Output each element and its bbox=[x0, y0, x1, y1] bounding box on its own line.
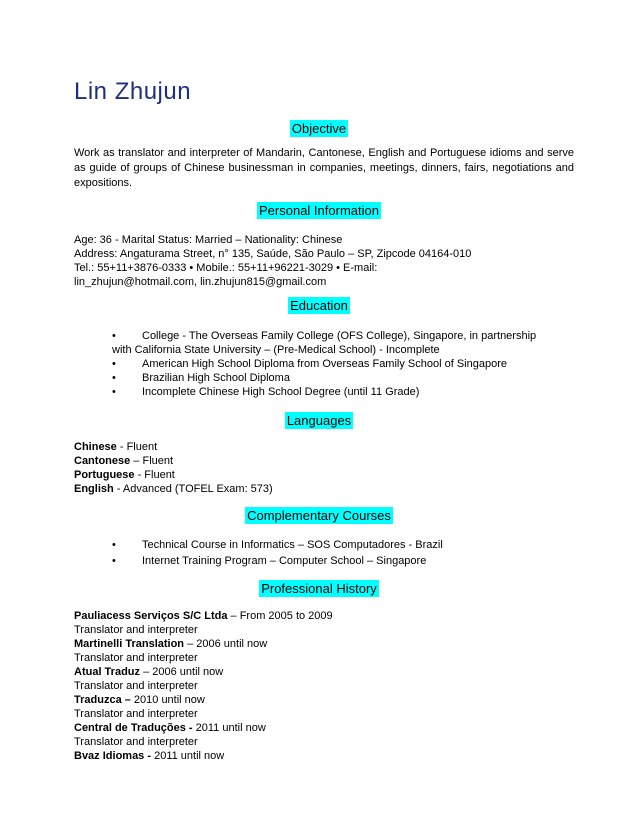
education-item: • American High School Diploma from Overseas Family School of Singapore bbox=[112, 358, 507, 370]
education-item: • College - The Overseas Family College (OFS College), Singapore, in partnership bbox=[112, 330, 537, 342]
bullet-icon: • bbox=[112, 386, 116, 398]
job-role: Translator and interpreter bbox=[74, 708, 198, 720]
education-item: • Brazilian High School Diploma bbox=[112, 372, 290, 384]
job-role: Translator and interpreter bbox=[74, 736, 198, 748]
education-item: • Incomplete Chinese High School Degree (until 11 Grade) bbox=[112, 386, 420, 398]
languages-heading: Languages bbox=[286, 413, 352, 428]
personal-line-3: Tel.: 55+11+3876-0333 • Mobile.: 55+11+96221-3029 • E-mail: bbox=[74, 262, 378, 274]
course-item: • Internet Training Program – Computer School – Singapore bbox=[112, 555, 427, 567]
history-heading: Professional History bbox=[261, 581, 377, 596]
job-title-line: Atual Traduz – 2006 until now bbox=[74, 666, 224, 678]
bullet-icon: • bbox=[112, 555, 116, 567]
job-title-line: Bvaz Idiomas - 2011 until now bbox=[74, 750, 225, 762]
education-heading: Education bbox=[290, 298, 348, 313]
personal-line-1: Age: 36 - Marital Status: Married – Nationality: Chinese bbox=[74, 234, 343, 246]
resume-name: Lin Zhujun bbox=[74, 78, 192, 105]
bullet-icon: • bbox=[112, 539, 116, 551]
language-item: Chinese - Fluent bbox=[74, 441, 158, 453]
bullet-icon: • bbox=[112, 372, 116, 384]
job-title-line: Martinelli Translation – 2006 until now bbox=[74, 638, 268, 650]
bullet-icon: • bbox=[112, 330, 116, 342]
job-title-line: Pauliacess Serviços S/C Ltda – From 2005 to 2009 bbox=[74, 610, 333, 622]
language-item: Portuguese - Fluent bbox=[74, 469, 175, 481]
course-item: • Technical Course in Informatics – SOS Computadores - Brazil bbox=[112, 539, 443, 551]
objective-text: Work as translator and interpreter of Mandarin, Cantonese, English and Portuguese idioms and serve as guide of groups of Chinese businessman in companies, meetings, dinners, fairs, negotiations and expositions. bbox=[74, 147, 574, 189]
job-role: Translator and interpreter bbox=[74, 652, 198, 664]
objective-heading: Objective bbox=[291, 121, 347, 136]
personal-line-4: lin_zhujun@hotmail.com, lin.zhujun815@gmail.com bbox=[74, 276, 327, 288]
language-item: Cantonese – Fluent bbox=[74, 455, 174, 467]
personal-heading: Personal Information bbox=[259, 203, 379, 218]
job-role: Translator and interpreter bbox=[74, 680, 198, 692]
education-item-continuation: with California State University – (Pre-Medical School) - Incomplete bbox=[112, 344, 440, 356]
job-title-line: Central de Traduções - 2011 until now bbox=[74, 722, 266, 734]
job-role: Translator and interpreter bbox=[74, 624, 198, 636]
language-item: English - Advanced (TOFEL Exam: 573) bbox=[74, 483, 273, 495]
bullet-icon: • bbox=[112, 358, 116, 370]
courses-heading: Complementary Courses bbox=[247, 508, 391, 523]
job-title-line: Traduzca – 2010 until now bbox=[74, 694, 205, 706]
personal-line-2: Address: Angaturama Street, n° 135, Saúde, São Paulo – SP, Zipcode 04164-010 bbox=[74, 248, 472, 260]
